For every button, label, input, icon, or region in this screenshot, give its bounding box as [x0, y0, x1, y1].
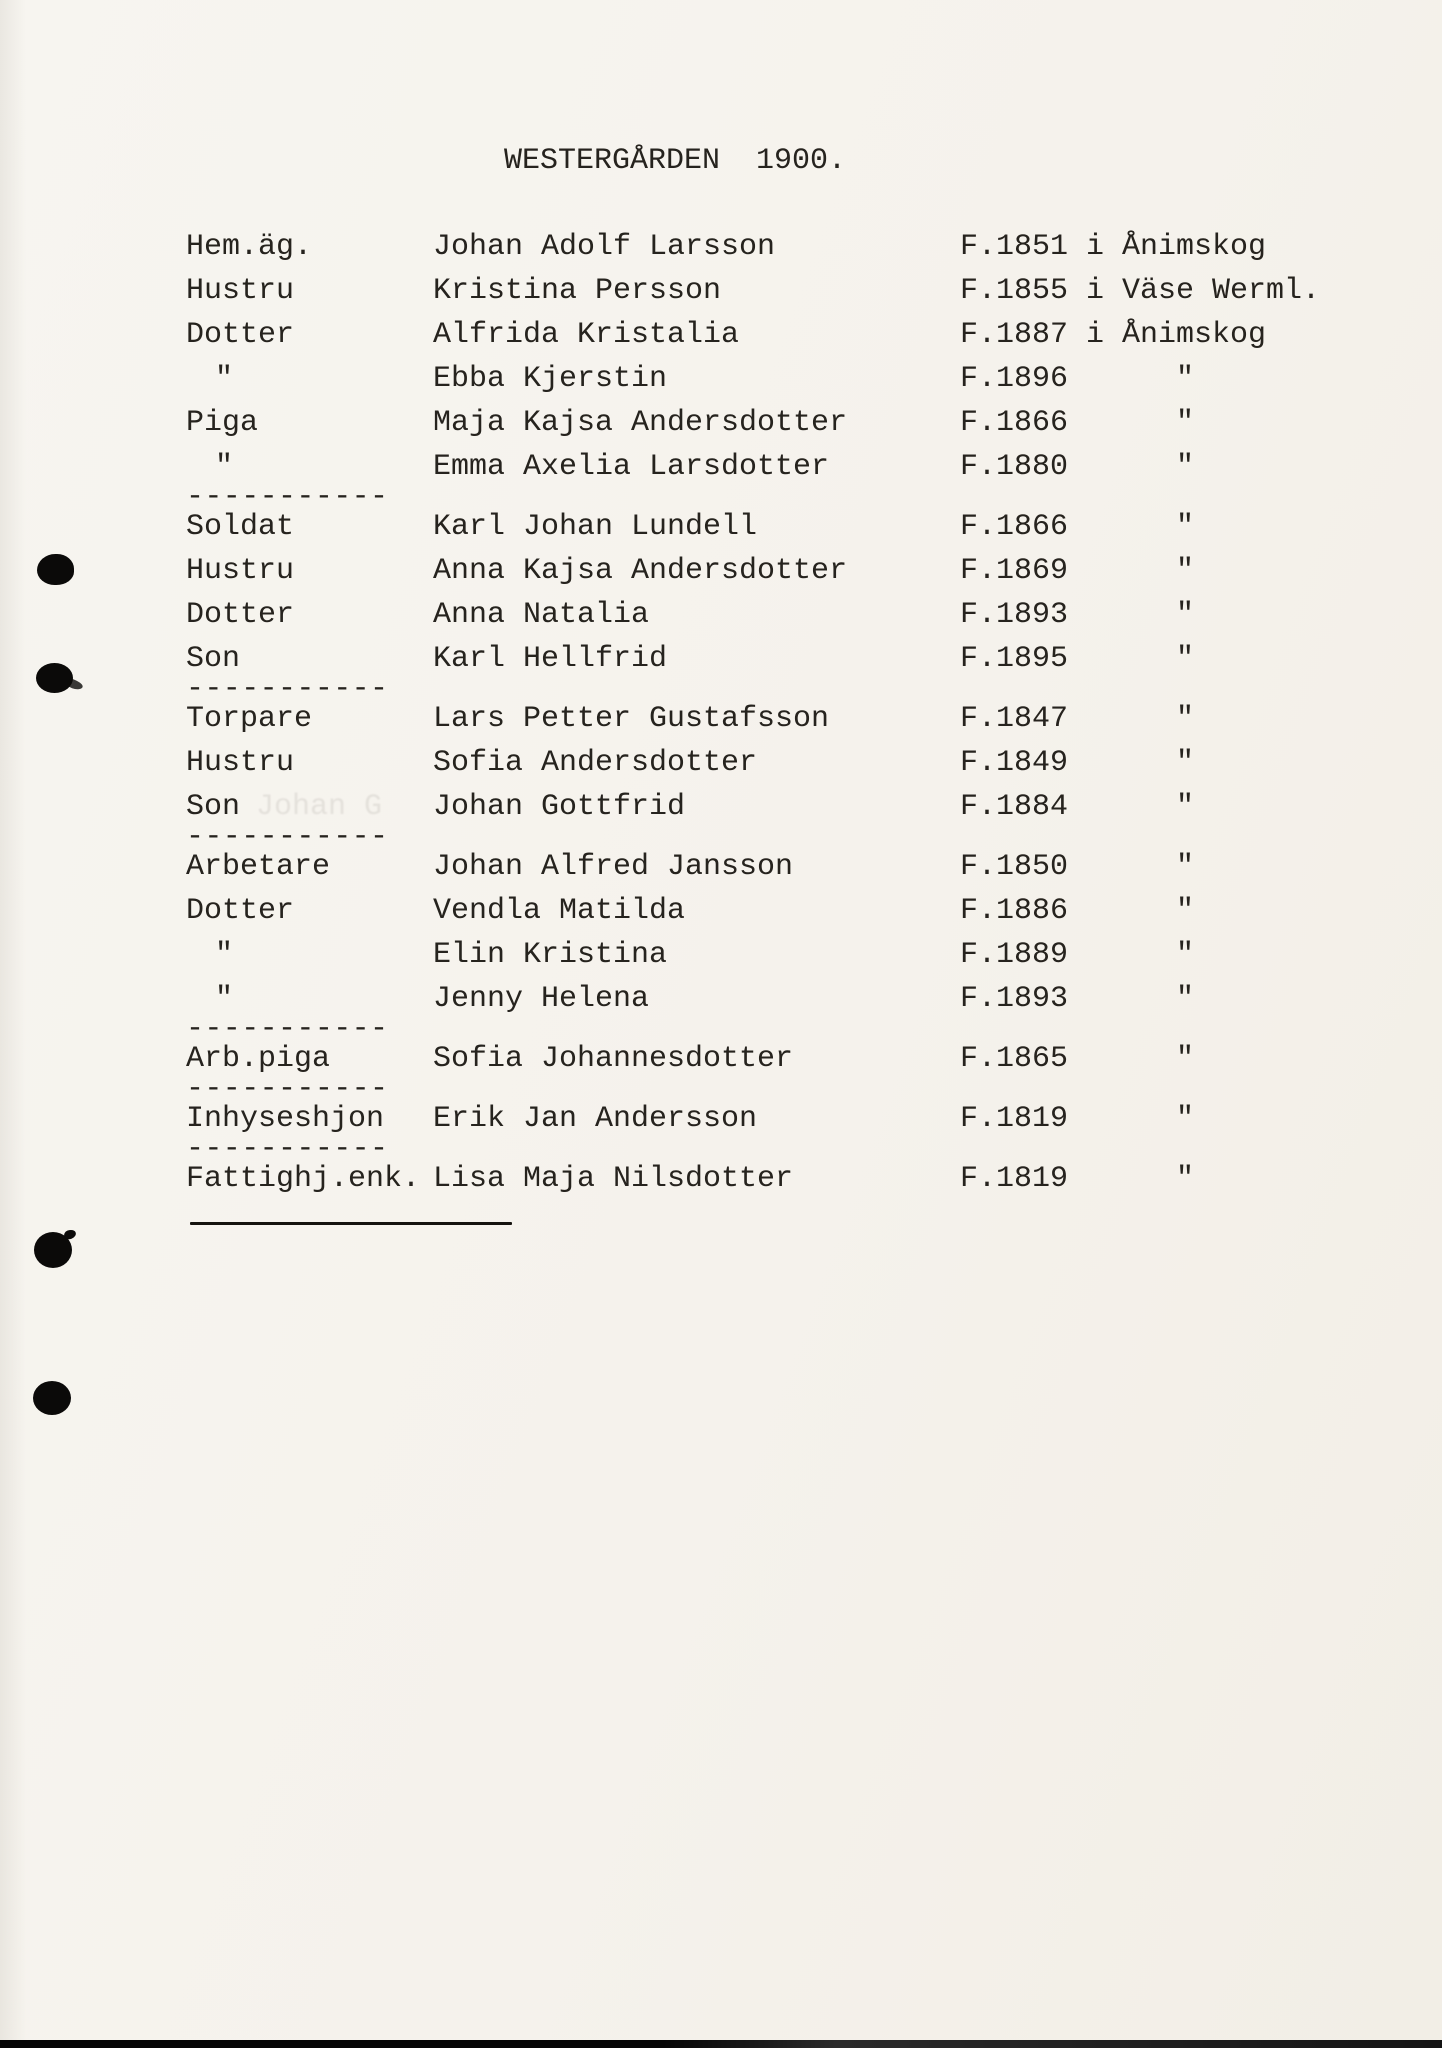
role-cell: Son — [186, 642, 241, 676]
role-cell: Dotter — [186, 318, 295, 352]
name-cell: Kristina Persson — [433, 274, 722, 308]
birth-year-cell: F.1866 — [960, 406, 1069, 440]
role-cell: " — [215, 362, 234, 396]
section-divider: ----------- — [186, 1072, 389, 1106]
birthplace-cell: i Ånimskog — [1086, 318, 1267, 352]
punch-hole — [36, 663, 73, 693]
table-row — [186, 357, 1366, 401]
birth-year-cell: F.1884 — [960, 790, 1069, 824]
name-cell: Sofia Johannesdotter — [433, 1042, 794, 1076]
birthplace-cell: " — [1176, 406, 1195, 440]
birthplace-cell: " — [1176, 982, 1195, 1016]
name-cell: Alfrida Kristalia — [433, 318, 740, 352]
table-row — [186, 549, 1366, 593]
birth-year-cell: F.1850 — [960, 850, 1069, 884]
section-divider: ----------- — [186, 1132, 389, 1166]
birthplace-cell: " — [1176, 554, 1195, 588]
section-divider: ----------- — [186, 1012, 389, 1046]
birth-year-cell: F.1869 — [960, 554, 1069, 588]
birth-year-cell: F.1896 — [960, 362, 1069, 396]
table-row — [186, 269, 1366, 313]
section-divider: ----------- — [186, 480, 389, 514]
table-row — [186, 225, 1366, 269]
birth-year-cell: F.1855 — [960, 274, 1069, 308]
birth-year-cell: F.1893 — [960, 598, 1069, 632]
name-cell: Elin Kristina — [433, 938, 668, 972]
birth-year-cell: F.1865 — [960, 1042, 1069, 1076]
household-table — [186, 225, 1366, 1225]
birth-year-cell: F.1887 — [960, 318, 1069, 352]
birthplace-cell: " — [1176, 510, 1195, 544]
table-row — [186, 933, 1366, 977]
household-rows — [186, 225, 1366, 1201]
name-cell: Johan Gottfrid — [433, 790, 686, 824]
birthplace-cell: " — [1176, 894, 1195, 928]
birthplace-cell: " — [1176, 362, 1195, 396]
role-cell: Torpare — [186, 702, 313, 736]
name-cell: Erik Jan Andersson — [433, 1102, 758, 1136]
role-cell: Fattighj.enk. — [186, 1162, 421, 1196]
birthplace-cell: i Väse Werml. — [1086, 274, 1321, 308]
birth-year-cell: F.1866 — [960, 510, 1069, 544]
name-cell: Johan Alfred Jansson — [433, 850, 794, 884]
end-rule — [190, 1222, 512, 1225]
name-cell: Lars Petter Gustafsson — [433, 702, 830, 736]
birth-year-cell: F.1893 — [960, 982, 1069, 1016]
birthplace-cell: " — [1176, 746, 1195, 780]
role-cell: Arb.piga — [186, 1042, 331, 1076]
name-cell: Karl Johan Lundell — [433, 510, 758, 544]
table-row — [186, 401, 1366, 445]
birthplace-cell: " — [1176, 938, 1195, 972]
role-cell: " — [215, 938, 234, 972]
section-divider: ----------- — [186, 820, 389, 854]
table-row — [186, 593, 1366, 637]
birth-year-cell: F.1880 — [960, 450, 1069, 484]
table-row — [186, 1157, 1366, 1201]
scan-bottom-edge — [0, 2040, 1442, 2048]
role-cell: Hustru — [186, 554, 295, 588]
table-row — [186, 313, 1366, 357]
page-title: WESTERGÅRDEN 1900. — [504, 144, 847, 178]
section-divider: ----------- — [186, 672, 389, 706]
role-cell: Dotter — [186, 598, 295, 632]
role-cell: " — [215, 982, 234, 1016]
name-cell: Ebba Kjerstin — [433, 362, 668, 396]
punch-hole — [34, 1232, 72, 1268]
birthplace-cell: " — [1176, 1162, 1195, 1196]
role-cell: Hustru — [186, 746, 295, 780]
name-cell: Emma Axelia Larsdotter — [433, 450, 830, 484]
role-cell: " — [215, 450, 234, 484]
name-cell: Lisa Maja Nilsdotter — [433, 1162, 794, 1196]
name-cell: Johan Adolf Larsson — [433, 230, 776, 264]
name-cell: Sofia Andersdotter — [433, 746, 758, 780]
birthplace-cell: " — [1176, 790, 1195, 824]
punch-hole — [33, 1381, 71, 1415]
birth-year-cell: F.1847 — [960, 702, 1069, 736]
role-cell: Inhyseshjon — [186, 1102, 385, 1136]
role-cell: Piga — [186, 406, 259, 440]
table-row — [186, 505, 1366, 549]
birth-year-cell: F.1849 — [960, 746, 1069, 780]
role-cell: Hem.äg. — [186, 230, 313, 264]
table-row — [186, 845, 1366, 889]
birth-year-cell: F.1889 — [960, 938, 1069, 972]
name-cell: Jenny Helena — [433, 982, 650, 1016]
birth-year-cell: F.1819 — [960, 1162, 1069, 1196]
role-cell: Soldat — [186, 510, 295, 544]
birthplace-cell: " — [1176, 1042, 1195, 1076]
birth-year-cell: F.1851 — [960, 230, 1069, 264]
erased-text: Johan G — [256, 790, 383, 824]
name-cell: Anna Kajsa Andersdotter — [433, 554, 848, 588]
role-cell: Hustru — [186, 274, 295, 308]
birth-year-cell: F.1895 — [960, 642, 1069, 676]
name-cell: Anna Natalia — [433, 598, 650, 632]
role-cell: Arbetare — [186, 850, 331, 884]
table-row — [186, 741, 1366, 785]
birthplace-cell: " — [1176, 642, 1195, 676]
name-cell: Vendla Matilda — [433, 894, 686, 928]
birthplace-cell: " — [1176, 450, 1195, 484]
birthplace-cell: i Ånimskog — [1086, 230, 1267, 264]
name-cell: Karl Hellfrid — [433, 642, 668, 676]
name-cell: Maja Kajsa Andersdotter — [433, 406, 848, 440]
birthplace-cell: " — [1176, 702, 1195, 736]
birth-year-cell: F.1819 — [960, 1102, 1069, 1136]
table-row — [186, 889, 1366, 933]
punch-hole — [37, 554, 74, 585]
role-cell: Dotter — [186, 894, 295, 928]
role-cell: Son — [186, 790, 241, 824]
birthplace-cell: " — [1176, 598, 1195, 632]
table-row — [186, 697, 1366, 741]
birthplace-cell: " — [1176, 1102, 1195, 1136]
birth-year-cell: F.1886 — [960, 894, 1069, 928]
birthplace-cell: " — [1176, 850, 1195, 884]
